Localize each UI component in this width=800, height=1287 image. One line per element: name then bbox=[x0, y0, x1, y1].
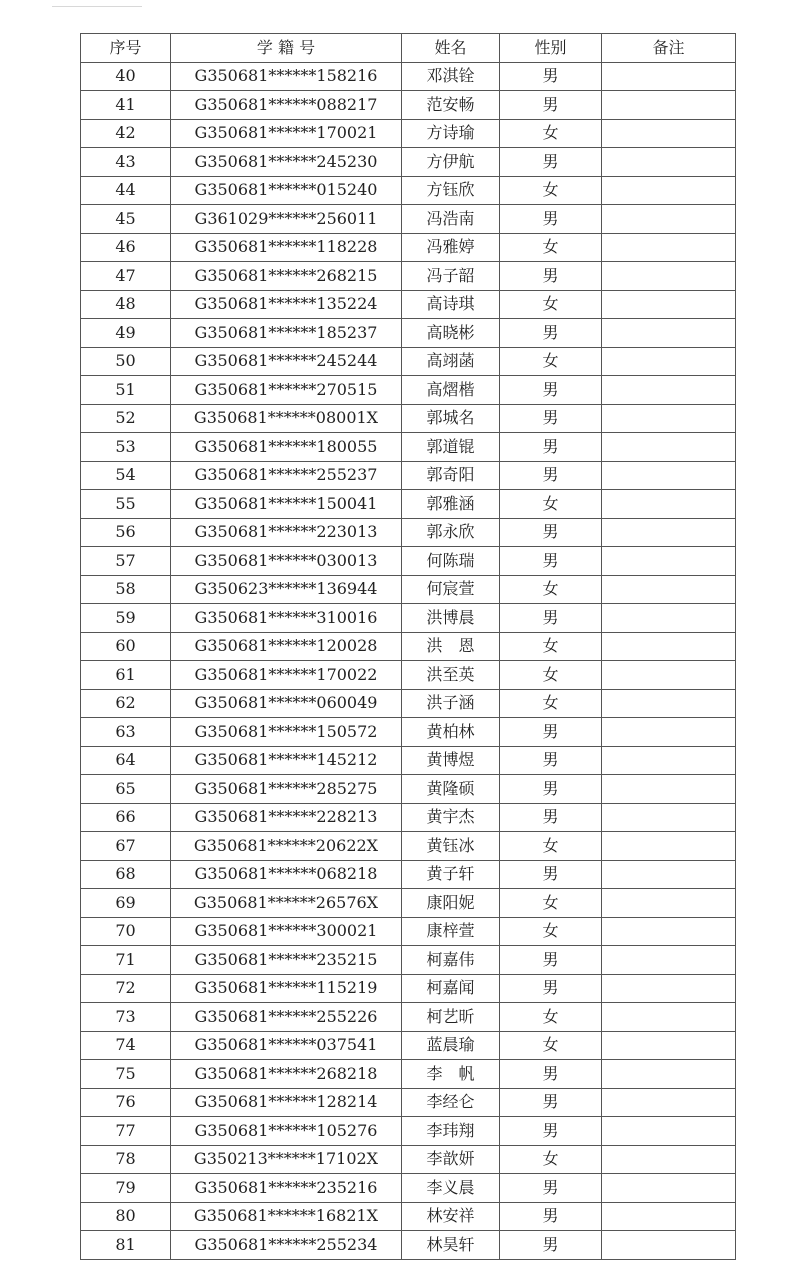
table-row bbox=[81, 604, 736, 633]
cell-student-id: G350681******170021 bbox=[171, 119, 402, 148]
cell-seq: 42 bbox=[81, 119, 171, 148]
cell-remark bbox=[602, 376, 736, 405]
cell-gender: 女 bbox=[500, 889, 602, 918]
table-row bbox=[81, 632, 736, 661]
cell-gender: 男 bbox=[500, 746, 602, 775]
cell-student-id: G350681******150041 bbox=[171, 490, 402, 519]
cell-gender: 女 bbox=[500, 575, 602, 604]
cell-seq: 47 bbox=[81, 262, 171, 291]
cell-student-id: G350681******300021 bbox=[171, 917, 402, 946]
cell-name: 冯雅婷 bbox=[402, 233, 500, 262]
cell-student-id: G350681******235216 bbox=[171, 1174, 402, 1203]
cell-remark bbox=[602, 205, 736, 234]
cell-gender: 男 bbox=[500, 775, 602, 804]
cell-seq: 40 bbox=[81, 62, 171, 91]
cell-name: 洪至英 bbox=[402, 661, 500, 690]
table-row bbox=[81, 803, 736, 832]
cell-name: 黄子轩 bbox=[402, 860, 500, 889]
cell-seq: 78 bbox=[81, 1145, 171, 1174]
table-row bbox=[81, 91, 736, 120]
table-row bbox=[81, 176, 736, 205]
table-row bbox=[81, 404, 736, 433]
cell-name: 洪 恩 bbox=[402, 632, 500, 661]
table-row bbox=[81, 1145, 736, 1174]
cell-student-id: G350681******120028 bbox=[171, 632, 402, 661]
cell-remark bbox=[602, 1117, 736, 1146]
table-row bbox=[81, 661, 736, 690]
cell-gender: 男 bbox=[500, 518, 602, 547]
cell-name: 洪博晨 bbox=[402, 604, 500, 633]
cell-gender: 男 bbox=[500, 433, 602, 462]
table-row bbox=[81, 1060, 736, 1089]
cell-name: 柯艺昕 bbox=[402, 1003, 500, 1032]
cell-name: 柯嘉闻 bbox=[402, 974, 500, 1003]
cell-student-id: G350681******255234 bbox=[171, 1231, 402, 1260]
table-row bbox=[81, 262, 736, 291]
cell-name: 郭道锟 bbox=[402, 433, 500, 462]
cell-gender: 女 bbox=[500, 1031, 602, 1060]
cell-gender: 女 bbox=[500, 661, 602, 690]
cell-name: 李义晨 bbox=[402, 1174, 500, 1203]
cell-remark bbox=[602, 832, 736, 861]
table-row bbox=[81, 718, 736, 747]
cell-name: 柯嘉伟 bbox=[402, 946, 500, 975]
table-header bbox=[81, 34, 736, 63]
cell-gender: 女 bbox=[500, 490, 602, 519]
cell-gender: 男 bbox=[500, 205, 602, 234]
cell-remark bbox=[602, 1060, 736, 1089]
cell-remark bbox=[602, 1231, 736, 1260]
cell-gender: 女 bbox=[500, 233, 602, 262]
table-row bbox=[81, 319, 736, 348]
cell-remark bbox=[602, 1145, 736, 1174]
header-student-id: 学 籍 号 bbox=[171, 34, 402, 63]
cell-gender: 男 bbox=[500, 803, 602, 832]
table-row bbox=[81, 148, 736, 177]
cell-remark bbox=[602, 689, 736, 718]
cell-student-id: G350681******128214 bbox=[171, 1088, 402, 1117]
cell-seq: 59 bbox=[81, 604, 171, 633]
table-row bbox=[81, 775, 736, 804]
cell-gender: 女 bbox=[500, 917, 602, 946]
cell-gender: 男 bbox=[500, 1088, 602, 1117]
cell-seq: 49 bbox=[81, 319, 171, 348]
cell-seq: 45 bbox=[81, 205, 171, 234]
table-row bbox=[81, 62, 736, 91]
cell-gender: 男 bbox=[500, 1174, 602, 1203]
table-row bbox=[81, 518, 736, 547]
cell-seq: 70 bbox=[81, 917, 171, 946]
cell-remark bbox=[602, 319, 736, 348]
cell-seq: 76 bbox=[81, 1088, 171, 1117]
table-row bbox=[81, 860, 736, 889]
cell-name: 林安祥 bbox=[402, 1202, 500, 1231]
header-name: 姓名 bbox=[402, 34, 500, 63]
header-remark: 备注 bbox=[602, 34, 736, 63]
cell-name: 黄隆硕 bbox=[402, 775, 500, 804]
cell-gender: 男 bbox=[500, 718, 602, 747]
cell-seq: 67 bbox=[81, 832, 171, 861]
cell-student-id: G350681******26576X bbox=[171, 889, 402, 918]
cell-student-id: G350681******08001X bbox=[171, 404, 402, 433]
cell-gender: 男 bbox=[500, 604, 602, 633]
cell-name: 李玮翔 bbox=[402, 1117, 500, 1146]
cell-seq: 65 bbox=[81, 775, 171, 804]
cell-student-id: G350681******030013 bbox=[171, 547, 402, 576]
cell-remark bbox=[602, 1003, 736, 1032]
table-row bbox=[81, 376, 736, 405]
cell-remark bbox=[602, 233, 736, 262]
cell-seq: 72 bbox=[81, 974, 171, 1003]
cell-remark bbox=[602, 1088, 736, 1117]
cell-name: 林昊轩 bbox=[402, 1231, 500, 1260]
cell-name: 李经仑 bbox=[402, 1088, 500, 1117]
cell-gender: 男 bbox=[500, 547, 602, 576]
table-row bbox=[81, 1031, 736, 1060]
cell-seq: 79 bbox=[81, 1174, 171, 1203]
cell-student-id: G350681******245230 bbox=[171, 148, 402, 177]
cell-name: 方钰欣 bbox=[402, 176, 500, 205]
header-row bbox=[81, 34, 736, 63]
cell-student-id: G350681******105276 bbox=[171, 1117, 402, 1146]
cell-gender: 男 bbox=[500, 91, 602, 120]
cell-name: 李 帆 bbox=[402, 1060, 500, 1089]
table-row bbox=[81, 746, 736, 775]
cell-remark bbox=[602, 746, 736, 775]
cell-student-id: G350681******135224 bbox=[171, 290, 402, 319]
cell-seq: 44 bbox=[81, 176, 171, 205]
cell-name: 方伊航 bbox=[402, 148, 500, 177]
table-body bbox=[81, 62, 736, 1259]
cell-gender: 女 bbox=[500, 119, 602, 148]
cell-student-id: G350681******185237 bbox=[171, 319, 402, 348]
cell-seq: 55 bbox=[81, 490, 171, 519]
cell-name: 黄博煜 bbox=[402, 746, 500, 775]
cell-remark bbox=[602, 575, 736, 604]
table-row bbox=[81, 689, 736, 718]
table-row bbox=[81, 832, 736, 861]
cell-student-id: G350681******245244 bbox=[171, 347, 402, 376]
cell-gender: 男 bbox=[500, 860, 602, 889]
cell-seq: 51 bbox=[81, 376, 171, 405]
cell-seq: 46 bbox=[81, 233, 171, 262]
cell-name: 何陈瑞 bbox=[402, 547, 500, 576]
cell-gender: 男 bbox=[500, 262, 602, 291]
cell-gender: 女 bbox=[500, 347, 602, 376]
cell-seq: 52 bbox=[81, 404, 171, 433]
cell-gender: 男 bbox=[500, 1202, 602, 1231]
cell-remark bbox=[602, 91, 736, 120]
table-row bbox=[81, 433, 736, 462]
cell-seq: 81 bbox=[81, 1231, 171, 1260]
cell-student-id: G350213******17102X bbox=[171, 1145, 402, 1174]
cell-gender: 男 bbox=[500, 319, 602, 348]
cell-name: 何宸萱 bbox=[402, 575, 500, 604]
cell-seq: 41 bbox=[81, 91, 171, 120]
cell-seq: 60 bbox=[81, 632, 171, 661]
cell-seq: 73 bbox=[81, 1003, 171, 1032]
cell-name: 邓淇铨 bbox=[402, 62, 500, 91]
cell-seq: 80 bbox=[81, 1202, 171, 1231]
student-roster-table bbox=[80, 33, 736, 1260]
cell-seq: 56 bbox=[81, 518, 171, 547]
cell-name: 蓝晨瑜 bbox=[402, 1031, 500, 1060]
cell-remark bbox=[602, 433, 736, 462]
cell-seq: 69 bbox=[81, 889, 171, 918]
cell-seq: 57 bbox=[81, 547, 171, 576]
cell-remark bbox=[602, 718, 736, 747]
cell-seq: 68 bbox=[81, 860, 171, 889]
cell-remark bbox=[602, 290, 736, 319]
cell-remark bbox=[602, 347, 736, 376]
cell-student-id: G350681******037541 bbox=[171, 1031, 402, 1060]
cell-remark bbox=[602, 262, 736, 291]
cell-name: 冯子韶 bbox=[402, 262, 500, 291]
cell-name: 高晓彬 bbox=[402, 319, 500, 348]
cell-gender: 男 bbox=[500, 1060, 602, 1089]
cell-remark bbox=[602, 1031, 736, 1060]
cell-remark bbox=[602, 547, 736, 576]
cell-gender: 女 bbox=[500, 176, 602, 205]
cell-remark bbox=[602, 1174, 736, 1203]
table-row bbox=[81, 889, 736, 918]
cell-seq: 61 bbox=[81, 661, 171, 690]
cell-student-id: G350681******145212 bbox=[171, 746, 402, 775]
cell-name: 高翊菡 bbox=[402, 347, 500, 376]
cell-gender: 男 bbox=[500, 461, 602, 490]
cell-remark bbox=[602, 1202, 736, 1231]
cell-gender: 女 bbox=[500, 632, 602, 661]
cell-remark bbox=[602, 661, 736, 690]
table-row bbox=[81, 1117, 736, 1146]
page-top-edge bbox=[52, 0, 142, 7]
table-row bbox=[81, 205, 736, 234]
cell-gender: 男 bbox=[500, 1117, 602, 1146]
cell-name: 冯浩南 bbox=[402, 205, 500, 234]
cell-remark bbox=[602, 889, 736, 918]
cell-remark bbox=[602, 490, 736, 519]
cell-seq: 48 bbox=[81, 290, 171, 319]
header-seq: 序号 bbox=[81, 34, 171, 63]
cell-name: 郭奇阳 bbox=[402, 461, 500, 490]
table-row bbox=[81, 1088, 736, 1117]
cell-student-id: G350681******268215 bbox=[171, 262, 402, 291]
table-row bbox=[81, 490, 736, 519]
cell-student-id: G350681******310016 bbox=[171, 604, 402, 633]
cell-name: 郭雅涵 bbox=[402, 490, 500, 519]
table-row bbox=[81, 119, 736, 148]
cell-student-id: G350681******268218 bbox=[171, 1060, 402, 1089]
cell-gender: 女 bbox=[500, 832, 602, 861]
cell-seq: 71 bbox=[81, 946, 171, 975]
cell-name: 康梓萱 bbox=[402, 917, 500, 946]
cell-student-id: G350681******015240 bbox=[171, 176, 402, 205]
cell-name: 范安畅 bbox=[402, 91, 500, 120]
cell-student-id: G350681******118228 bbox=[171, 233, 402, 262]
cell-gender: 男 bbox=[500, 974, 602, 1003]
cell-name: 李歆妍 bbox=[402, 1145, 500, 1174]
table-row bbox=[81, 347, 736, 376]
cell-name: 高熠楷 bbox=[402, 376, 500, 405]
cell-gender: 男 bbox=[500, 148, 602, 177]
cell-gender: 女 bbox=[500, 290, 602, 319]
cell-student-id: G350681******170022 bbox=[171, 661, 402, 690]
cell-name: 黄柏林 bbox=[402, 718, 500, 747]
cell-gender: 男 bbox=[500, 404, 602, 433]
cell-name: 方诗瑜 bbox=[402, 119, 500, 148]
cell-student-id: G350681******068218 bbox=[171, 860, 402, 889]
cell-gender: 男 bbox=[500, 62, 602, 91]
table-row bbox=[81, 946, 736, 975]
cell-seq: 43 bbox=[81, 148, 171, 177]
table-row bbox=[81, 1003, 736, 1032]
cell-student-id: G350681******270515 bbox=[171, 376, 402, 405]
cell-student-id: G350623******136944 bbox=[171, 575, 402, 604]
cell-student-id: G350681******150572 bbox=[171, 718, 402, 747]
cell-student-id: G350681******235215 bbox=[171, 946, 402, 975]
cell-student-id: G350681******223013 bbox=[171, 518, 402, 547]
cell-student-id: G350681******255226 bbox=[171, 1003, 402, 1032]
cell-remark bbox=[602, 518, 736, 547]
cell-gender: 男 bbox=[500, 1231, 602, 1260]
cell-student-id: G350681******255237 bbox=[171, 461, 402, 490]
cell-seq: 77 bbox=[81, 1117, 171, 1146]
cell-remark bbox=[602, 946, 736, 975]
cell-name: 黄宇杰 bbox=[402, 803, 500, 832]
cell-remark bbox=[602, 775, 736, 804]
cell-gender: 女 bbox=[500, 1003, 602, 1032]
cell-gender: 女 bbox=[500, 1145, 602, 1174]
cell-seq: 58 bbox=[81, 575, 171, 604]
cell-seq: 50 bbox=[81, 347, 171, 376]
cell-seq: 74 bbox=[81, 1031, 171, 1060]
table-row bbox=[81, 547, 736, 576]
table-row bbox=[81, 917, 736, 946]
table-row bbox=[81, 1202, 736, 1231]
cell-remark bbox=[602, 404, 736, 433]
cell-student-id: G350681******20622X bbox=[171, 832, 402, 861]
cell-seq: 64 bbox=[81, 746, 171, 775]
table-row bbox=[81, 233, 736, 262]
cell-remark bbox=[602, 62, 736, 91]
cell-remark bbox=[602, 604, 736, 633]
cell-student-id: G350681******16821X bbox=[171, 1202, 402, 1231]
table-row bbox=[81, 974, 736, 1003]
cell-remark bbox=[602, 974, 736, 1003]
table-row bbox=[81, 575, 736, 604]
cell-remark bbox=[602, 176, 736, 205]
table-row bbox=[81, 1231, 736, 1260]
table-row bbox=[81, 461, 736, 490]
table-row bbox=[81, 290, 736, 319]
cell-name: 黄钰冰 bbox=[402, 832, 500, 861]
cell-remark bbox=[602, 119, 736, 148]
cell-student-id: G350681******180055 bbox=[171, 433, 402, 462]
table-row bbox=[81, 1174, 736, 1203]
cell-remark bbox=[602, 917, 736, 946]
cell-student-id: G350681******115219 bbox=[171, 974, 402, 1003]
cell-seq: 62 bbox=[81, 689, 171, 718]
cell-gender: 男 bbox=[500, 946, 602, 975]
cell-student-id: G350681******158216 bbox=[171, 62, 402, 91]
cell-gender: 男 bbox=[500, 376, 602, 405]
cell-seq: 66 bbox=[81, 803, 171, 832]
cell-seq: 53 bbox=[81, 433, 171, 462]
cell-student-id: G361029******256011 bbox=[171, 205, 402, 234]
cell-student-id: G350681******088217 bbox=[171, 91, 402, 120]
cell-seq: 75 bbox=[81, 1060, 171, 1089]
cell-name: 康阳妮 bbox=[402, 889, 500, 918]
cell-seq: 63 bbox=[81, 718, 171, 747]
cell-student-id: G350681******060049 bbox=[171, 689, 402, 718]
cell-seq: 54 bbox=[81, 461, 171, 490]
cell-name: 郭城名 bbox=[402, 404, 500, 433]
cell-remark bbox=[602, 803, 736, 832]
cell-name: 郭永欣 bbox=[402, 518, 500, 547]
cell-remark bbox=[602, 632, 736, 661]
header-gender: 性别 bbox=[500, 34, 602, 63]
cell-student-id: G350681******285275 bbox=[171, 775, 402, 804]
cell-remark bbox=[602, 461, 736, 490]
cell-name: 高诗琪 bbox=[402, 290, 500, 319]
cell-remark bbox=[602, 860, 736, 889]
cell-remark bbox=[602, 148, 736, 177]
cell-student-id: G350681******228213 bbox=[171, 803, 402, 832]
cell-gender: 女 bbox=[500, 689, 602, 718]
cell-name: 洪子涵 bbox=[402, 689, 500, 718]
